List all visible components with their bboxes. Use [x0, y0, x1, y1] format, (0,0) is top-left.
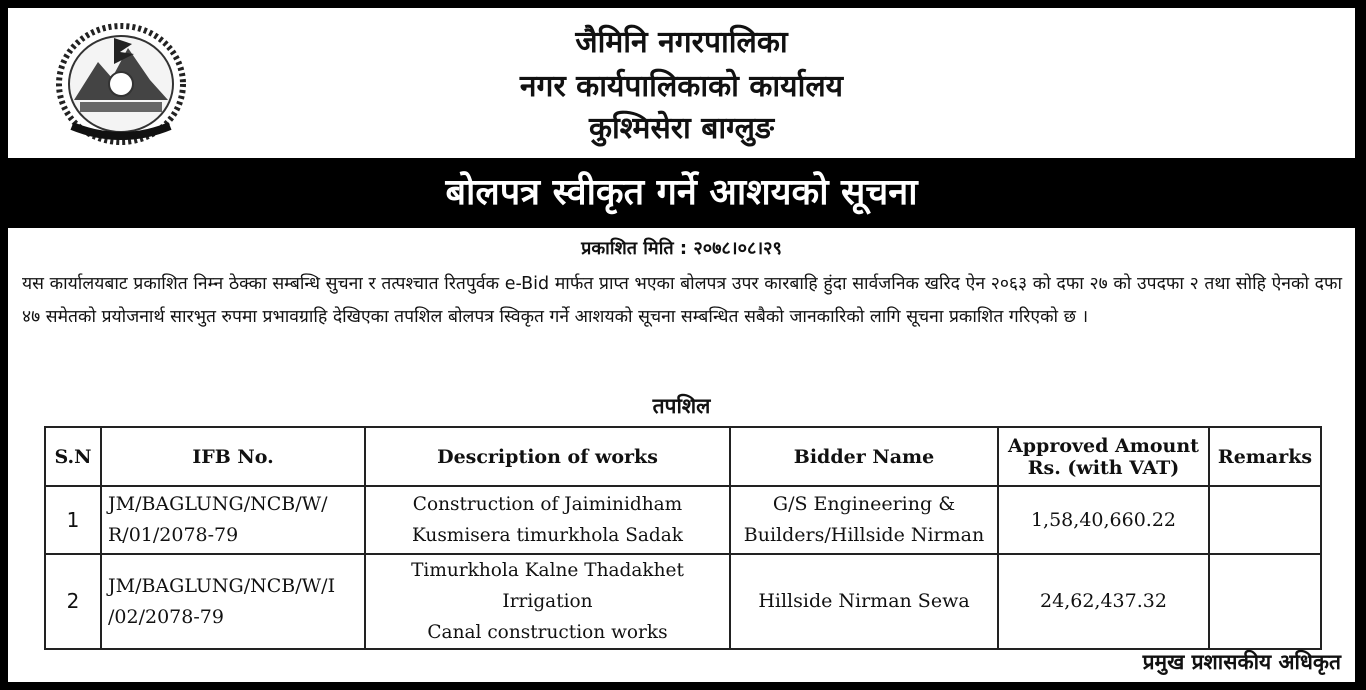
- ifb-line: /02/2078-79: [108, 605, 224, 628]
- row-ifb: [101, 486, 365, 554]
- bidder-line: Hillside Nirman Sewa: [758, 590, 970, 612]
- row-bidder: [730, 486, 998, 554]
- notice-body: यस कार्यालयबाट प्रकाशित निम्न ठेक्का सम्बन्धि सुचना र तत्पश्चात रितपुर्वक e-Bid मार्फत प्राप्त भएका बोलपत्र उपर कारबाहि हुंदा सार्वजनिक खरिद ऐन २०६३ को दफा २७ को उपदफा २ तथा सोहि ऐनको दफा ४७ समेतको प्रयोजनार्थ सारभुत रुपमा प्रभावग्राहि देखिएका तपशिल बोलपत्र स्विकृत गर्ने आशयको सूचना सम्बन्धित सबैको जानकारिको लागि सूचना प्रकाशित गरिएको छ ।: [22, 274, 1342, 327]
- col-amount-line2: Rs. (with VAT): [1027, 456, 1180, 479]
- col-amount-line1: Approved Amount: [1008, 434, 1199, 457]
- col-bidder: Bidder Name: [730, 427, 998, 486]
- row-bidder: [730, 554, 998, 649]
- col-description: Description of works: [365, 427, 730, 486]
- row-sn: 2: [45, 554, 101, 649]
- row-ifb: [101, 554, 365, 649]
- desc-line: Timurkhola Kalne Thadakhet Irrigation: [411, 560, 684, 612]
- row-amount: 1,58,40,660.22: [998, 486, 1209, 554]
- published-date: प्रकाशित मिति : २०७८।०८।२९: [581, 238, 782, 259]
- desc-line: Canal construction works: [427, 622, 668, 643]
- table-row: [45, 554, 1321, 649]
- col-sn: S.N: [45, 427, 101, 486]
- desc-line: Kusmisera timurkhola Sadak: [411, 525, 683, 546]
- row-amount: 24,62,437.32: [998, 554, 1209, 649]
- row-description: [365, 554, 730, 649]
- details-heading: तपशिल: [652, 394, 711, 418]
- row-sn: 1: [45, 486, 101, 554]
- col-remarks: Remarks: [1209, 427, 1321, 486]
- notice-title-banner: बोलपत्र स्वीकृत गर्ने आशयको सूचना: [8, 158, 1355, 228]
- ifb-line: R/01/2078-79: [108, 524, 239, 546]
- bidder-line: G/S Engineering &: [772, 493, 956, 515]
- row-remarks: [1209, 486, 1321, 554]
- office-location: कुश्मिसेरा बाग्लुङ: [588, 111, 775, 146]
- table-row: [45, 486, 1321, 554]
- ifb-line: JM/BAGLUNG/NCB/W/I: [108, 574, 336, 597]
- table-header-row: [45, 427, 1321, 486]
- bid-table: [44, 426, 1322, 650]
- signatory-title: प्रमुख प्रशासकीय अधिकृत: [1142, 650, 1341, 674]
- row-remarks: [1209, 554, 1321, 649]
- row-description: [365, 486, 730, 554]
- municipality-name: जैमिनि नगरपालिका: [575, 25, 788, 60]
- notice-page: [8, 8, 1355, 682]
- bidder-line: Builders/Hillside Nirman: [743, 524, 985, 546]
- ifb-line: JM/BAGLUNG/NCB/W/: [108, 493, 328, 515]
- header: [8, 8, 1355, 156]
- office-name: नगर कार्यपालिकाको कार्यालय: [519, 69, 844, 104]
- col-ifb: IFB No.: [101, 427, 365, 486]
- desc-line: Construction of Jaiminidham: [412, 494, 683, 515]
- col-amount: [998, 427, 1209, 486]
